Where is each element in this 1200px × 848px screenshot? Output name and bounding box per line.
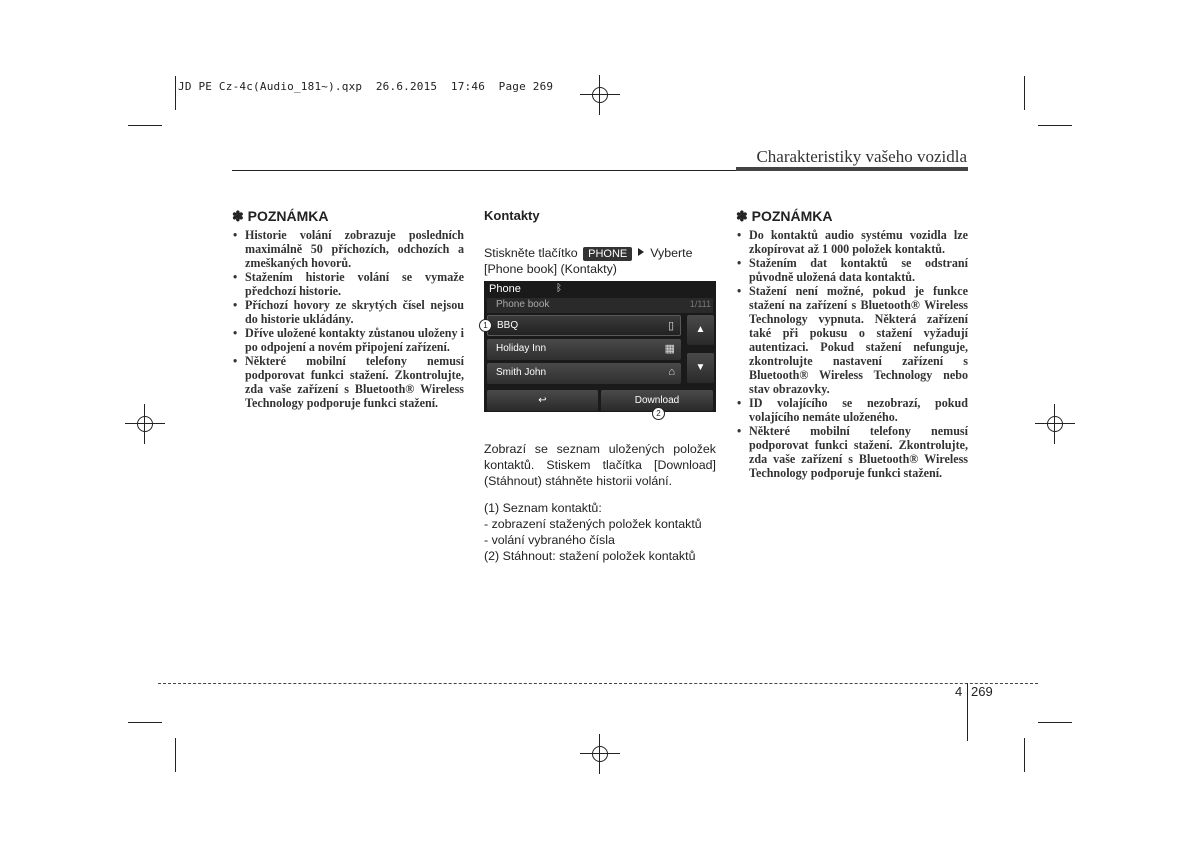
left-note-item: • Historie volání zobrazuje posledních maximálně 50 příchozích, odchozích a zmeškaných hovorů. <box>232 228 464 270</box>
bluetooth-icon: ᛒ <box>556 283 562 294</box>
scroll-down-button[interactable]: ▼ <box>687 353 714 383</box>
contact-name: Smith John <box>496 367 547 378</box>
contact-row[interactable] <box>487 339 681 360</box>
crop-mark <box>128 722 162 723</box>
crop-mark <box>1024 76 1025 110</box>
registration-mark-left <box>125 404 165 444</box>
right-note-heading: ✽ POZNÁMKA <box>736 208 833 224</box>
contact-count: 1/111 <box>689 299 711 309</box>
callout-1: 1 <box>479 319 492 332</box>
office-icon: ▦ <box>664 343 675 355</box>
scroll-up-button[interactable]: ▲ <box>687 315 714 345</box>
right-note-item: • Některé mobilní telefony nemusí podporovat funkci stažení. Zkontrolujte, zda vaše zařízení s Bluetooth® Wireless Technology podporuje funkci stažení. <box>736 424 968 480</box>
registration-mark-top <box>580 75 620 115</box>
home-icon: ⌂ <box>668 366 675 378</box>
left-note-item: • Některé mobilní telefony nemusí podporovat funkci stažení. Zkontrolujte, zda vaše zařízení s Bluetooth® Wireless Technology podporuje funkci stažení. <box>232 354 464 410</box>
crop-mark <box>1038 722 1072 723</box>
legend-line: - volání vybraného čísla <box>484 533 615 547</box>
registration-mark-right <box>1035 404 1075 444</box>
crop-mark <box>128 125 162 126</box>
crop-mark <box>175 738 176 772</box>
registration-mark-bottom <box>580 734 620 774</box>
crop-mark <box>1024 738 1025 772</box>
contact-row[interactable] <box>487 363 681 384</box>
arrow-right-icon <box>638 248 644 256</box>
contact-name: BBQ <box>497 320 519 331</box>
instruction-text <box>484 245 716 277</box>
right-note-item: • Stažením dat kontaktů se odstraní původně uložená data kontaktů. <box>736 256 968 284</box>
section-title: Charakteristiky vašeho vozidla <box>756 147 967 166</box>
contact-name: Holiday Inn <box>496 343 547 354</box>
header-accent-bar <box>736 167 968 171</box>
download-button[interactable]: Download <box>601 390 713 411</box>
instruction-post: Vyberte [Phone book] (Kontakty) <box>484 246 693 276</box>
right-note-item: • Do kontaktů audio systému vozidla lze zkopírovat až 1 000 položek kontaktů. <box>736 228 968 256</box>
back-button[interactable]: ↩ <box>487 390 598 411</box>
chapter-number: 4 <box>955 684 963 699</box>
phone-screen <box>484 281 716 412</box>
page-number-divider <box>967 683 968 741</box>
contacts-legend <box>484 500 724 564</box>
screen-subtitle-bar <box>487 298 713 313</box>
crop-mark <box>175 76 176 110</box>
right-note-item: • Stažení není možné, pokud je funkce stažení na zařízení s Bluetooth® Wireless Technology vypnuta. Některá zařízení také při pokusu o stažení vyžadují autentizaci. Pokud stažení nefunguje, zkontrolujte nastavení zařízení s Bluetooth® Wireless Technology nebo stav obrazovky. <box>736 284 968 396</box>
mobile-icon: ▯ <box>667 320 674 332</box>
contacts-heading: Kontakty <box>484 208 540 223</box>
instruction-pre: Stiskněte tlačítko <box>484 246 578 260</box>
page-number: 269 <box>971 684 993 699</box>
left-note-list <box>232 228 464 410</box>
contacts-description: Zobrazí se seznam uložených položek kontaktů. Stiskem tlačítka [Download] (Stáhnout) stáhněte historii volání. <box>484 442 716 488</box>
legend-line: - zobrazení stažených položek kontaktů <box>484 517 702 531</box>
left-note-item: • Dříve uložené kontakty zůstanou uloženy i po odpojení a novém připojení zařízení. <box>232 326 464 354</box>
left-note-heading: ✽ POZNÁMKA <box>232 208 329 224</box>
screen-title: Phone <box>489 283 521 295</box>
left-note-item: • Stažením historie volání se vymaže předchozí historie. <box>232 270 464 298</box>
legend-line: (1) Seznam kontaktů: <box>484 501 602 515</box>
right-note-item: • ID volajícího se nezobrazí, pokud volajícího nemáte uloženého. <box>736 396 968 424</box>
phone-button-label: PHONE <box>583 247 632 261</box>
callout-2: 2 <box>652 407 665 420</box>
contact-row[interactable] <box>487 315 681 336</box>
crop-mark <box>1038 125 1072 126</box>
phone-book-label: Phone book <box>496 299 550 310</box>
footer-rule <box>158 683 1038 684</box>
right-note-list <box>736 228 968 480</box>
left-note-item: • Příchozí hovory ze skrytých čísel nejsou do historie ukládány. <box>232 298 464 326</box>
legend-line: (2) Stáhnout: stažení položek kontaktů <box>484 549 696 563</box>
file-info: JD PE Cz-4c(Audio_181~).qxp 26.6.2015 17:46 Page 269 <box>178 80 554 93</box>
